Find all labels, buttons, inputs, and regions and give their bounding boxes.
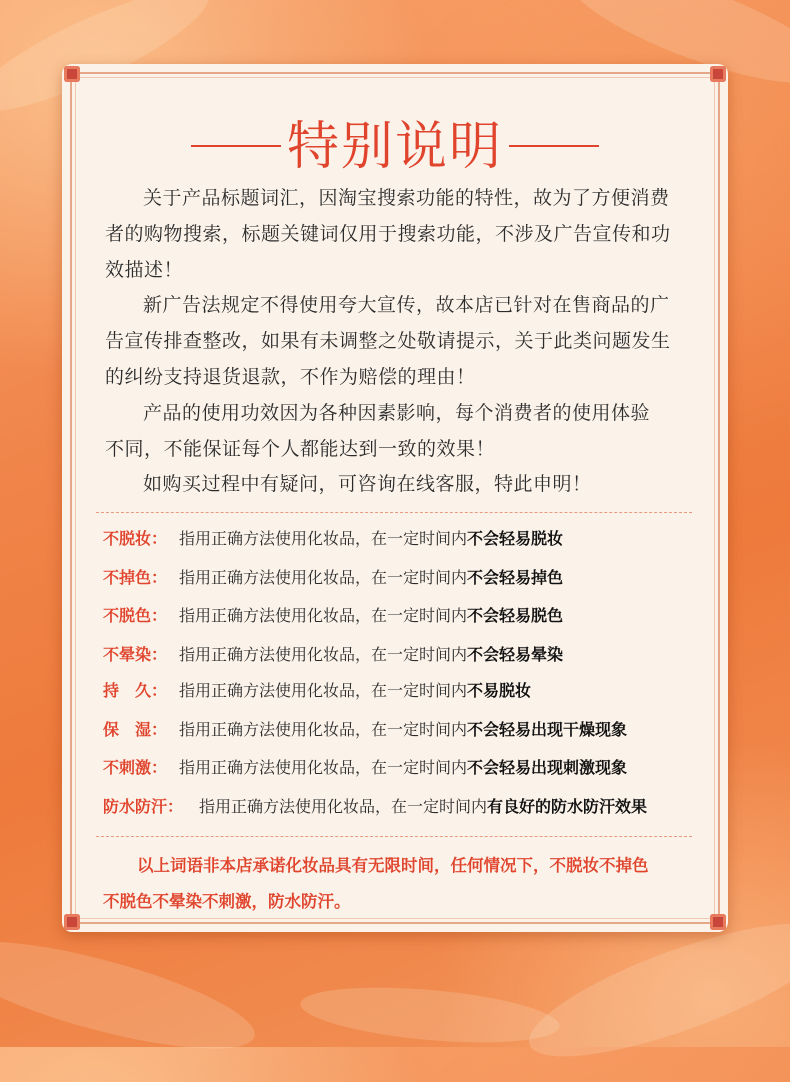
paragraph-line: 新广告法规定不得使用夸大宣传，故本店已针对在售商品的广 [143,294,670,316]
term-description: 指用正确方法使用化妆品，在一定时间内 [179,681,468,700]
paragraph-line: 效描述！ [105,259,184,281]
paragraph-line: 不同，不能保证每个人都能达到一致的效果！ [105,438,496,460]
footer-note [103,848,703,920]
term-description: 指用正确方法使用化妆品，在一定时间内 [179,720,468,739]
paragraph-3 [105,395,695,467]
title-dash-left [191,145,281,147]
term-row [103,678,531,704]
paragraph-line: 告宣传排查整改，如果有未调整之处敬请提示，关于此类问题发生 [105,330,671,352]
term-description: 指用正确方法使用化妆品，在一定时间内 [179,758,468,777]
corner-ornament [710,66,726,82]
term-emphasis: 有良好的防水防汗效果 [487,797,648,816]
term-row [103,642,563,668]
term-row [103,603,563,629]
footer-line: 不脱色不晕染不刺激，防水防汗。 [103,892,351,911]
page-title [0,104,790,179]
term-label: 持 久： [103,681,168,700]
term-emphasis: 不会轻易出现刺激现象 [467,758,628,777]
term-label: 不脱色： [103,606,168,625]
corner-ornament [710,914,726,930]
background-feather [298,979,561,1051]
term-label: 不掉色： [103,568,168,587]
term-label: 防水防汗： [103,797,184,816]
paragraph-line: 者的购物搜索，标题关键词仅用于搜索功能，不涉及广告宣传和功 [105,223,671,245]
term-emphasis: 不会轻易脱妆 [467,529,564,548]
term-emphasis: 不会轻易晕染 [467,645,564,664]
term-emphasis: 不会轻易出现干燥现象 [467,720,628,739]
footer-line: 以上词语非本店承诺化妆品具有无限时间，任何情况下，不脱妆不掉色 [137,856,649,875]
term-label: 不脱妆： [103,529,168,548]
background-feather [0,920,264,1070]
term-label: 不刺激： [103,758,168,777]
term-row [103,717,627,743]
term-row [103,755,627,781]
title-dash-right [509,145,599,147]
paragraph-2 [105,287,695,395]
paragraph-line: 的纠纷支持退货退款，不作为赔偿的理由！ [105,366,476,388]
term-emphasis: 不会轻易掉色 [467,568,564,587]
section-divider [96,836,692,837]
term-label: 保 湿： [103,720,168,739]
term-description: 指用正确方法使用化妆品，在一定时间内 [179,645,468,664]
paragraph-4 [105,466,695,502]
corner-ornament [64,66,80,82]
term-description: 指用正确方法使用化妆品，在一定时间内 [179,568,468,587]
paragraph-line: 产品的使用功效因为各种因素影响，每个消费者的使用体验 [143,402,651,424]
corner-ornament [64,914,80,930]
term-row [103,794,647,820]
paragraph-1 [105,180,695,288]
term-label: 不晕染： [103,645,168,664]
term-description: 指用正确方法使用化妆品，在一定时间内 [179,606,468,625]
term-emphasis: 不会轻易脱色 [467,606,564,625]
section-divider [96,512,692,513]
term-emphasis: 不易脱妆 [467,681,532,700]
paragraph-line: 如购买过程中有疑问，可咨询在线客服，特此申明！ [143,473,592,495]
term-description: 指用正确方法使用化妆品，在一定时间内 [179,529,468,548]
term-row [103,565,563,591]
term-description: 指用正确方法使用化妆品，在一定时间内 [199,797,488,816]
paragraph-line: 关于产品标题词汇，因淘宝搜索功能的特性，故为了方便消费 [143,187,670,209]
term-row [103,526,563,552]
title-text: 特别说明 [286,117,503,177]
